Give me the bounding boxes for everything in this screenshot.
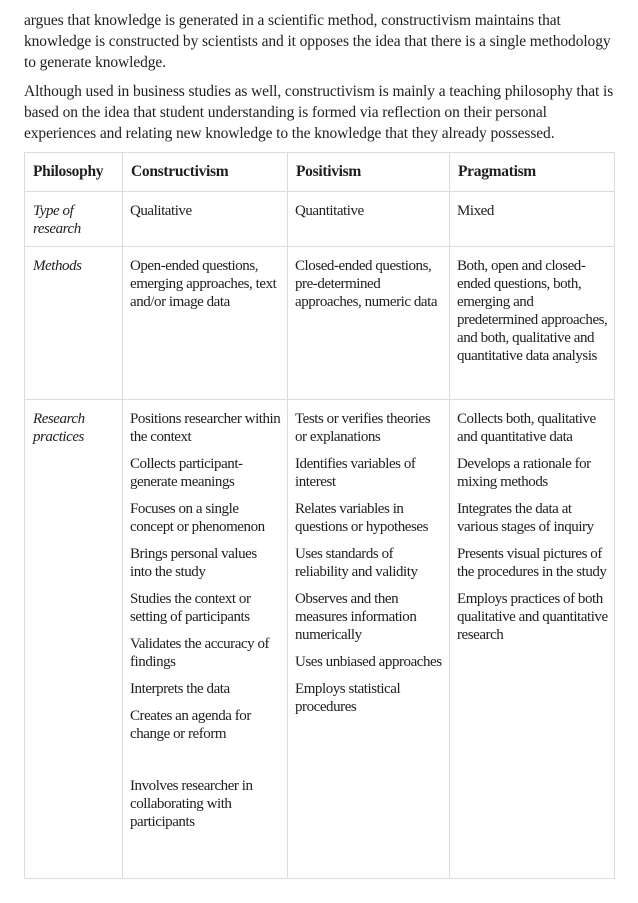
cell-text: Mixed: [457, 203, 494, 219]
cell-text: Creates an agenda for change or reform: [130, 708, 251, 742]
row-label-research-practices: Research practices: [25, 400, 123, 879]
document-page: [24, 10, 614, 879]
paragraph-2: Although used in business studies as well, constructivism is mainly a teaching philosophy that is based on the idea that student understanding is formed via reflection on their personal experiences and relating new knowledge to the knowledge that they already possessed.: [24, 83, 614, 142]
cell-pragmatism: [450, 247, 615, 400]
table-row: [25, 192, 615, 247]
paragraph-1: argues that knowledge is generated in a scientific method, constructivism maintains that knowledge is constructed by scientists and it opposes the idea that there is a single methodology to generate knowledge.: [24, 12, 611, 71]
cell-text: Presents visual pictures of the procedures in the study: [457, 546, 607, 580]
row-label-methods: Methods: [25, 247, 123, 400]
cell-text: Integrates the data at various stages of inquiry: [457, 501, 594, 535]
row-label-type-of-research: Type of research: [25, 192, 123, 247]
header-pragmatism: Pragmatism: [450, 153, 615, 192]
philosophy-comparison-table: [24, 152, 615, 879]
cell-text: Positions researcher within the context: [130, 411, 281, 445]
cell-text: Focuses on a single concept or phenomenon: [130, 501, 265, 535]
cell-constructivism: [123, 247, 288, 400]
header-philosophy: Philosophy: [25, 153, 123, 192]
cell-text: Uses unbiased approaches: [295, 654, 442, 670]
cell-text: Relates variables in questions or hypotheses: [295, 501, 428, 535]
table-row: [25, 247, 615, 400]
cell-positivism: [288, 192, 450, 247]
cell-text: Observes and then measures information numerically: [295, 591, 417, 643]
cell-text: Uses standards of reliability and validity: [295, 546, 418, 580]
spacer: [130, 752, 281, 777]
cell-text: Interprets the data: [130, 681, 230, 697]
cell-text: Quantitative: [295, 203, 364, 219]
cell-constructivism: [123, 192, 288, 247]
cell-text: Collects both, qualitative and quantitative data: [457, 411, 596, 445]
cell-text: Tests or verifies theories or explanations: [295, 411, 431, 445]
cell-text: Open-ended questions, emerging approaches, text and/or image data: [130, 258, 277, 310]
cell-text: Brings personal values into the study: [130, 546, 257, 580]
cell-text: Qualitative: [130, 203, 192, 219]
header-constructivism: Constructivism: [123, 153, 288, 192]
cell-text: Studies the context or setting of participants: [130, 591, 251, 625]
cell-constructivism: [123, 400, 288, 879]
cell-text: Closed-ended questions, pre-determined approaches, numeric data: [295, 258, 438, 310]
table-row: [25, 400, 615, 879]
cell-pragmatism: [450, 192, 615, 247]
cell-text: Involves researcher in collaborating with participants: [130, 778, 253, 830]
cell-text: Identifies variables of interest: [295, 456, 416, 490]
cell-text: Employs practices of both qualitative and quantitative research: [457, 591, 608, 643]
cell-text: Employs statistical procedures: [295, 681, 401, 715]
cell-pragmatism: [450, 400, 615, 879]
cell-positivism: [288, 247, 450, 400]
cell-text: Develops a rationale for mixing methods: [457, 456, 591, 490]
table-header-row: [25, 153, 615, 192]
header-positivism: Positivism: [288, 153, 450, 192]
cell-text: Collects participant-generate meanings: [130, 456, 243, 490]
cell-positivism: [288, 400, 450, 879]
cell-text: Validates the accuracy of findings: [130, 636, 270, 670]
cell-text: Both, open and closed-ended questions, both, emerging and predetermined approaches, and both, qualitative and quantitative data analysis: [457, 258, 608, 364]
